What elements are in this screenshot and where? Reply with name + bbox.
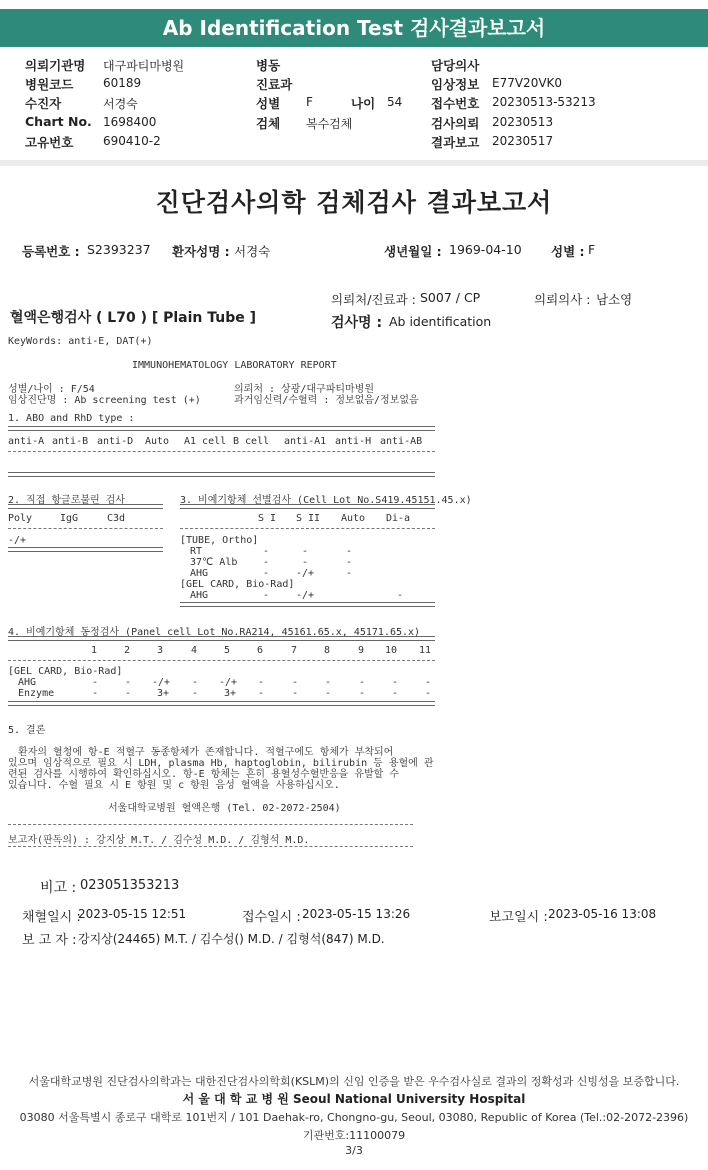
dob-value: 1969-04-10 <box>449 242 522 257</box>
table-row-label: [TUBE, Ortho] <box>180 535 259 546</box>
rule <box>8 660 435 661</box>
sex-value: F <box>306 95 313 109</box>
exam-value: Ab identification <box>389 314 492 329</box>
col-header: 11 <box>419 645 432 656</box>
reporter-value: 강지상(24465) M.T. / 김수성() M.D. / 김형석(847) M.D. <box>78 932 385 946</box>
table-cell: -/+ <box>296 568 315 579</box>
reg-label: 등록번호 : <box>22 244 80 259</box>
col-header: anti-H <box>335 436 372 447</box>
info-value: E77V20VK0 <box>492 76 563 90</box>
keywords: KeyWords: anti-E, DAT(+) <box>8 336 153 347</box>
info-label: Chart No. <box>25 114 92 129</box>
table-cell: - <box>263 557 270 568</box>
rule <box>8 701 435 706</box>
rule <box>8 504 163 509</box>
lab-header: IMMUNOHEMATOLOGY LABORATORY REPORT <box>132 360 337 371</box>
col-header: 2 <box>124 645 131 656</box>
rule <box>8 846 413 847</box>
conclusion-line: 환자의 혈청에 항-E 적혈구 동종항체가 존재합니다. 적혈구에도 항체가 부착되어 <box>18 747 394 758</box>
info-label: 수진자 <box>25 96 62 111</box>
req-doctor-label: 의뢰의사 : <box>534 292 591 307</box>
info-label: 임상정보 <box>431 77 480 92</box>
col-header: anti-A1 <box>284 436 327 447</box>
table-row-label: AHG <box>190 590 209 601</box>
sex-label-2: 성별 : <box>551 244 585 259</box>
reporter-label: 보 고 자 : <box>22 933 77 948</box>
lab-diagnosis: 임상진단명 : Ab screening test (+) <box>8 395 201 406</box>
info-label: 검사의뢰 <box>431 116 480 131</box>
table-cell: - <box>397 590 404 601</box>
table-cell: - <box>263 546 270 557</box>
table-cell: - <box>325 677 332 688</box>
lab-sex-age: 성별/나이 : F/54 <box>8 384 95 395</box>
col-header: 3 <box>157 645 164 656</box>
rule <box>180 602 435 607</box>
table-cell: - <box>302 546 309 557</box>
table-cell: - <box>346 557 353 568</box>
col-header: 1 <box>91 645 98 656</box>
section-3-title: 3. 비예기항체 선별검사 (Cell Lot No.S419.45151.45.x) <box>180 495 472 506</box>
table-cell: -/+ <box>152 677 171 688</box>
bloodbank-contact: 서울대학교병원 혈액은행 (Tel. 02-2072-2504) <box>108 803 341 814</box>
table-cell: - <box>325 688 332 699</box>
col-header: A1 cell <box>184 436 227 447</box>
col-header: anti-B <box>52 436 89 447</box>
ward-label: 병동 <box>256 58 281 73</box>
dept-label: 진료과 <box>256 77 293 92</box>
info-label: 담당의사 <box>431 58 480 73</box>
col-header: S I <box>258 513 277 524</box>
req-dept-label: 의뢰처/진료과 : <box>331 292 416 307</box>
section-4-title: 4. 비예기항체 동정검사 (Panel cell Lot No.RA214, 45161.65.x, 45171.65.x) <box>8 627 421 638</box>
rule <box>180 528 435 529</box>
table-cell: - <box>125 677 132 688</box>
col-header: Auto <box>341 513 366 524</box>
table-cell: - <box>263 568 270 579</box>
info-label: 고유번호 <box>25 135 74 150</box>
table-cell: -/+ <box>296 590 315 601</box>
table-row-label: AHG <box>18 677 37 688</box>
conclusion-line: 련된 검사를 시행하여 확인하십시오. 항-E 항체는 흔히 용혈성수혈반응을 유발할 수 <box>8 769 400 780</box>
table-cell: - <box>92 677 99 688</box>
table-cell: 3+ <box>157 688 170 699</box>
col-header: C3d <box>107 513 126 524</box>
table-row-label: RT <box>190 546 203 557</box>
table-cell: - <box>425 688 432 699</box>
report-label: 보고일시 : <box>489 910 548 925</box>
req-doctor-value: 남소영 <box>596 292 633 307</box>
dob-label: 생년월일 : <box>384 244 442 259</box>
age-label: 나이 <box>351 96 376 111</box>
table-cell: - <box>359 677 366 688</box>
info-value: 1698400 <box>103 115 157 129</box>
section-2-title: 2. 직접 항글로불린 검사 <box>8 495 126 506</box>
page-number: 3/3 <box>345 1144 363 1157</box>
panel-group-label: [GEL CARD, Bio-Rad] <box>8 666 123 677</box>
col-header: Poly <box>8 513 33 524</box>
rule <box>8 547 163 552</box>
table-cell: - <box>302 557 309 568</box>
age-value: 54 <box>387 95 403 109</box>
dat-value: -/+ <box>8 535 27 546</box>
table-cell: - <box>192 677 199 688</box>
exam-label: 검사명 : <box>331 315 383 331</box>
receive-value: 2023-05-15 13:26 <box>302 907 411 921</box>
test-title: 혈액은행검사 ( L70 ) [ Plain Tube ] <box>10 310 257 326</box>
conclusion-line: 있습니다. 수혈 필요 시 E 항원 및 c 항원 음성 혈액을 사용하십시오. <box>8 780 340 791</box>
memo-label: 비고 : <box>40 880 77 896</box>
table-cell: - <box>392 688 399 699</box>
table-cell: -/+ <box>219 677 238 688</box>
col-header: 9 <box>358 645 365 656</box>
rule <box>8 451 435 452</box>
patient-label: 환자성명 : <box>172 244 230 259</box>
col-header: anti-D <box>97 436 134 447</box>
footer-hospital-name: 서 울 대 학 교 병 원 Seoul National University Hospital <box>182 1092 526 1106</box>
col-header: 10 <box>385 645 398 656</box>
table-cell: - <box>263 590 270 601</box>
col-header: Di-a <box>386 513 411 524</box>
section-1-title: 1. ABO and RhD type : <box>8 413 135 424</box>
collect-value: 2023-05-15 12:51 <box>78 907 187 921</box>
col-header: anti-A <box>8 436 45 447</box>
report-title: 진단검사의학 검체검사 결과보고서 <box>155 188 553 217</box>
info-value: 20230513-53213 <box>492 95 596 109</box>
col-header: IgG <box>60 513 79 524</box>
col-header: S II <box>296 513 321 524</box>
rule <box>8 824 413 825</box>
col-header: 5 <box>224 645 231 656</box>
table-cell: - <box>258 677 265 688</box>
table-cell: - <box>346 568 353 579</box>
rule <box>8 472 435 477</box>
collect-label: 채혈일시 : <box>22 910 81 925</box>
info-value: 대구파티마병원 <box>103 59 185 73</box>
table-cell: 3+ <box>224 688 237 699</box>
table-cell: - <box>292 677 299 688</box>
col-header: 6 <box>257 645 264 656</box>
table-cell: - <box>346 546 353 557</box>
info-value: 20230513 <box>492 115 554 129</box>
info-value: 서경숙 <box>103 97 138 111</box>
table-cell: - <box>125 688 132 699</box>
col-header: Auto <box>145 436 170 447</box>
info-label: 병원코드 <box>25 77 74 92</box>
rule <box>8 426 435 431</box>
table-cell: - <box>258 688 265 699</box>
col-header: 7 <box>291 645 298 656</box>
sex-value-2: F <box>588 242 596 257</box>
patient-value: 서경숙 <box>234 244 271 259</box>
banner-title: Ab Identification Test 검사결과보고서 <box>162 16 546 40</box>
specimen-value: 복수검체 <box>306 117 353 131</box>
section-separator <box>0 160 708 166</box>
report-value: 2023-05-16 13:08 <box>548 907 657 921</box>
footer-institution-id: 기관번호:11100079 <box>302 1129 406 1142</box>
conclusion-line: 있으며 임상적으로 필요 시 LDH, plasma Hb, haptoglobin, bilirubin 등 용혈에 관 <box>8 758 434 769</box>
receive-label: 접수일시 : <box>242 910 301 925</box>
lab-reporter: 보고자(판독의) : 강지상 M.T. / 김수성 M.D. / 김형석 M.D. <box>8 835 310 846</box>
col-header: 8 <box>324 645 331 656</box>
lab-history: 과거임신력/수혈력 : 정보없음/정보없음 <box>234 395 419 406</box>
rule <box>8 636 435 641</box>
info-value: 20230517 <box>492 134 554 148</box>
table-cell: - <box>359 688 366 699</box>
table-cell: - <box>292 688 299 699</box>
req-dept-value: S007 / CP <box>420 290 481 305</box>
table-cell: - <box>425 677 432 688</box>
rule <box>8 528 163 529</box>
table-row-label: Enzyme <box>18 688 55 699</box>
footer-address: 03080 서울특별시 종로구 대학로 101번지 / 101 Daehak-ro, Chongno-gu, Seoul, 03080, Republic of Korea (Tel.:02-2072-2396) <box>19 1111 689 1124</box>
reg-value: S2393237 <box>87 242 151 257</box>
table-cell: - <box>92 688 99 699</box>
specimen-label: 검체 <box>256 116 281 131</box>
table-row-label: [GEL CARD, Bio-Rad] <box>180 579 295 590</box>
table-row-label: 37℃ Alb <box>190 557 238 568</box>
col-header: 4 <box>191 645 198 656</box>
col-header: B cell <box>233 436 270 447</box>
info-label: 의뢰기관명 <box>25 58 86 73</box>
sex-label: 성별 <box>256 96 281 111</box>
col-header: anti-AB <box>380 436 423 447</box>
info-label: 접수번호 <box>431 96 480 111</box>
table-row-label: AHG <box>190 568 209 579</box>
table-cell: - <box>192 688 199 699</box>
info-label: 결과보고 <box>431 135 480 150</box>
memo-value: 023051353213 <box>80 878 180 893</box>
info-value: 690410-2 <box>103 134 161 148</box>
table-cell: - <box>392 677 399 688</box>
section-5-title: 5. 결론 <box>8 725 46 736</box>
info-value: 60189 <box>103 76 142 90</box>
footer-certification: 서울대학교병원 진단검사의학과는 대한진단검사의학회(KSLM)의 신임 인증을 받은 우수검사실로 결과의 정확성과 신빙성을 보증합니다. <box>28 1075 680 1088</box>
lab-requester: 의뢰처 : 상광/대구파티마병원 <box>234 384 375 395</box>
rule <box>180 504 435 509</box>
